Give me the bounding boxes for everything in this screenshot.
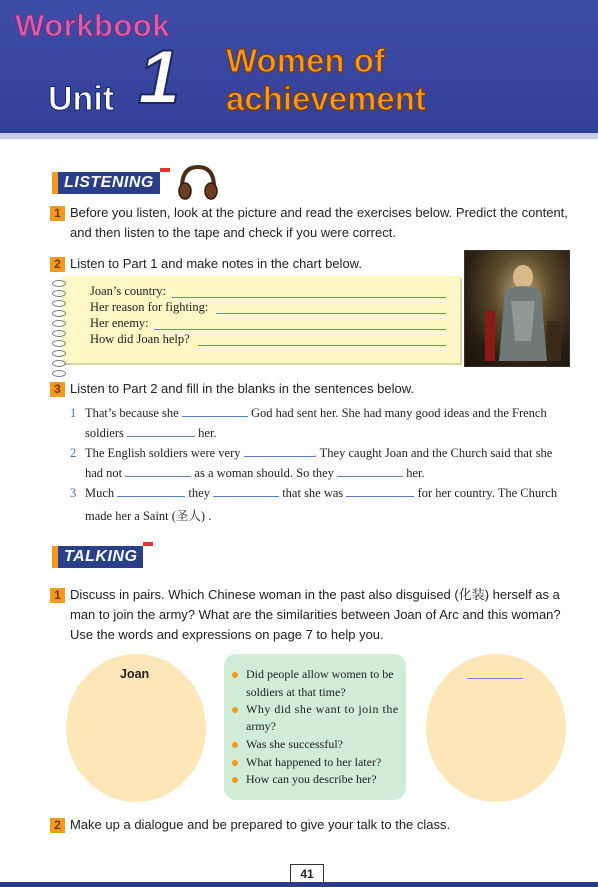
sentence-2-number: 2 <box>70 446 77 460</box>
question-3: Was she successful? <box>246 737 344 751</box>
note-reason-blank[interactable] <box>216 313 446 314</box>
unit-label: Unit <box>48 80 115 118</box>
sentence-3-line1 <box>85 486 557 501</box>
bullet-dot <box>232 672 238 678</box>
note-reason-label: Her reason for fighting: <box>90 300 209 314</box>
talking-q1-line2: man to join the army? What are the similarities between Joan of Arc and this woman? <box>70 607 561 622</box>
joan-circle-label: Joan <box>120 667 150 681</box>
talking-q2-text: Make up a dialogue and be prepared to give your talk to the class. <box>70 817 451 832</box>
listening-q1-line1: Before you listen, look at the picture and read the exercises below. Predict the content, <box>70 205 568 220</box>
note-help-label: How did Joan help? <box>90 332 190 346</box>
unit-title-line1: Women of <box>226 42 385 79</box>
listening-q1-number: 1 <box>50 206 65 221</box>
listening-q3-text: Listen to Part 2 and fill in the blanks in the sentences below. <box>70 381 414 396</box>
talking-q1-line3: Use the words and expressions on page 7 to help you. <box>70 627 384 642</box>
bullet-dot <box>232 777 238 783</box>
footer-bar <box>0 882 598 887</box>
listening-q1-line2: and then listen to the tape and check if you were correct. <box>70 225 396 240</box>
talking-q1-line1: Discuss in pairs. Which Chinese woman in the past also disguised (化装) herself as a <box>70 587 560 602</box>
s3-blank-1[interactable] <box>117 486 185 497</box>
s3-blank-3[interactable] <box>346 486 414 497</box>
note-enemy-label: Her enemy: <box>90 316 149 330</box>
headphones-icon <box>176 163 220 201</box>
sentence-1-number: 1 <box>70 406 77 420</box>
talking-tag: TALKING <box>52 546 143 568</box>
joan-armor-figure <box>465 251 569 366</box>
sentence-1-line2 <box>85 426 217 441</box>
listening-tag: LISTENING <box>52 172 160 194</box>
header-stripe <box>0 133 598 139</box>
note-country-label: Joan’s country: <box>90 284 167 298</box>
s3-blank-2[interactable] <box>213 486 279 497</box>
question-5: How can you describe her? <box>246 772 377 786</box>
s2-text-c: had not <box>85 466 123 480</box>
question-1-line2: soldiers at that time? <box>246 685 346 699</box>
s2-blank-2[interactable] <box>125 466 191 477</box>
sentence-2-line1 <box>85 446 552 461</box>
note-enemy-blank[interactable] <box>154 329 446 330</box>
sentence-1-line1 <box>85 406 547 421</box>
s1-blank-2[interactable] <box>127 426 195 437</box>
question-4: What happened to her later? <box>246 755 382 769</box>
unit-title <box>226 42 426 118</box>
bullet-dot <box>232 760 238 766</box>
s2-blank-1[interactable] <box>244 446 314 457</box>
unit-title-line2: achievement <box>226 80 426 117</box>
listening-q2-text: Listen to Part 1 and make notes in the chart below. <box>70 256 362 271</box>
question-2-line1: Why did she want to join the <box>246 702 399 716</box>
note-help-blank[interactable] <box>198 345 446 346</box>
listening-q2-number: 2 <box>50 257 65 272</box>
s1-text-b: God had sent her. She had many good ideas and the French <box>250 406 547 420</box>
note-country-blank[interactable] <box>172 297 446 298</box>
s2-text-d: as a woman should. So they <box>194 466 334 480</box>
notepad-coil <box>52 280 68 360</box>
talking-q2-number: 2 <box>50 818 65 833</box>
other-woman-circle <box>426 654 566 802</box>
workbook-title: Workbook <box>15 8 170 43</box>
s2-text-b: . They caught Joan and the Church said that she <box>313 446 553 460</box>
sentence-2-line2 <box>85 466 425 481</box>
s2-text-a: The English soldiers were very <box>85 446 241 460</box>
s1-text-d: her. <box>198 426 217 440</box>
question-1-line1: Did people allow women to be <box>246 667 394 681</box>
s1-text-a: That’s because she <box>85 406 179 420</box>
s3-text-b: they <box>188 486 210 500</box>
s1-blank-1[interactable] <box>182 406 248 417</box>
sentence-3-number: 3 <box>70 486 77 500</box>
s3-text-d: for her country. The Church <box>417 486 558 500</box>
sentence-3-line2: made her a Saint (圣人) . <box>85 509 212 523</box>
question-2-line2: army? <box>246 719 276 733</box>
page-number: 41 <box>290 864 324 884</box>
bullet-dot <box>232 742 238 748</box>
s2-text-e: her. <box>406 466 425 480</box>
talking-q1-number: 1 <box>50 588 65 603</box>
s3-text-a: Much <box>85 486 115 500</box>
unit-number: 1 <box>138 35 181 120</box>
s3-text-c: that she was <box>282 486 344 500</box>
joan-of-arc-picture <box>464 250 570 367</box>
s1-text-c: soldiers <box>85 426 124 440</box>
other-woman-name-blank[interactable] <box>467 678 523 679</box>
s2-blank-3[interactable] <box>337 466 403 477</box>
listening-q3-number: 3 <box>50 382 65 397</box>
bullet-dot <box>232 707 238 713</box>
